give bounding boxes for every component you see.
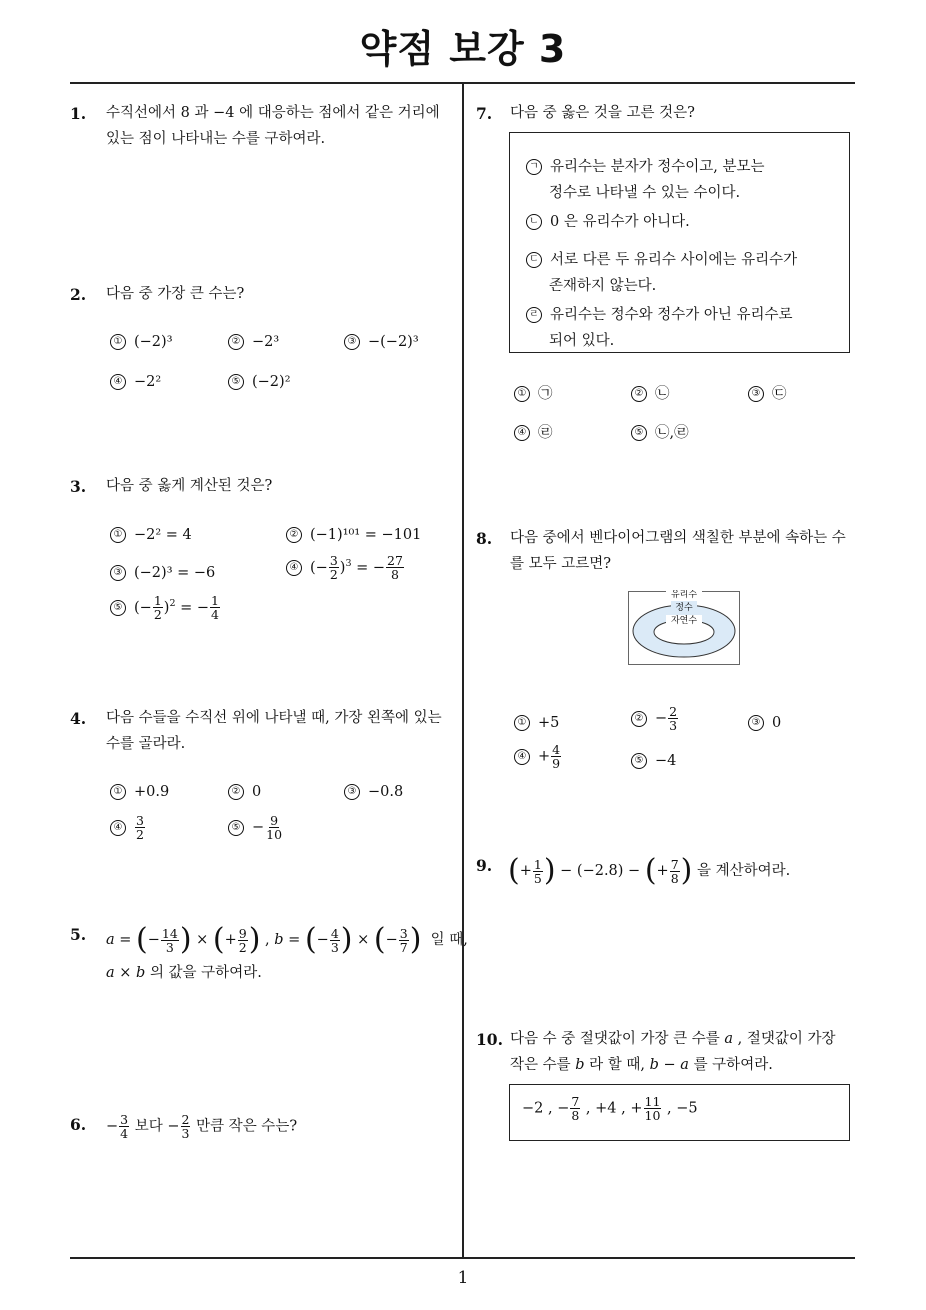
circled-number: ⑤ (228, 374, 244, 390)
circled-number: ① (110, 527, 126, 543)
q2-option-3[interactable] (344, 332, 419, 352)
option-value: ㉡,㉣ (655, 425, 689, 441)
fraction: $\frac{2}{3}$ (181, 1112, 190, 1141)
q8-option-5[interactable] (631, 751, 676, 771)
bottom-rule (70, 1257, 855, 1259)
hangul-circle-label: ㄴ (526, 214, 542, 230)
question-6-end: 만큼 작은 수는? (196, 1118, 298, 1135)
statement-2: ㄴ 0 은 유리수가 아니다. (526, 209, 690, 235)
venn-label-integer: 정수 (675, 603, 693, 613)
statement-4-cont: 되어 있다. (549, 333, 615, 349)
hangul-circle-label: ㄷ (526, 252, 542, 268)
fraction: $\frac{3}{4}$ (120, 1112, 129, 1141)
statement-3-cont: 존재하지 않는다. (549, 278, 657, 294)
question-8-line-2: 를 모두 고르면? (510, 556, 612, 572)
question-5-suffix: 일 때, (430, 932, 468, 948)
circled-number: ① (110, 334, 126, 350)
option-value: (−1)¹⁰¹ = −101 (310, 527, 422, 543)
circled-number: ③ (110, 565, 126, 581)
option-value: (−2)² (252, 374, 291, 390)
venn-diagram (628, 590, 740, 666)
fraction: $\frac{9}{10}$ (266, 813, 283, 842)
option-value: −0.8 (368, 784, 404, 800)
q4-option-3[interactable] (344, 782, 403, 802)
question-10-line-2: 작은 수를 b 라 할 때, b − a 를 구하여라. (510, 1057, 773, 1073)
q7-option-2[interactable] (631, 384, 670, 404)
circled-number: ② (228, 334, 244, 350)
question-1-line-2: 있는 점이 나타내는 수를 구하여라. (106, 131, 326, 147)
circled-number: ① (110, 784, 126, 800)
option-value: +0.9 (134, 784, 170, 800)
question-3-text: 다음 중 옳게 계산된 것은? (106, 478, 273, 494)
circled-number: ② (228, 784, 244, 800)
venn-label-natural: 자연수 (670, 616, 698, 626)
fraction: $\frac{3}{2}$ (329, 553, 338, 583)
q2-option-1[interactable] (110, 332, 173, 352)
circled-number: ④ (110, 374, 126, 390)
statement-1-cont: 정수로 나타낼 수 있는 수이다. (549, 185, 741, 201)
circled-number: ⑤ (631, 753, 647, 769)
statement-1: ㄱ 유리수는 분자가 정수이고, 분모는 (526, 154, 765, 180)
circled-number: ③ (748, 715, 764, 731)
q8-option-4[interactable]: ④ + $\frac{4}{9}$ (514, 743, 562, 770)
option-value: −4 (655, 753, 677, 769)
q7-option-4[interactable] (514, 423, 553, 443)
q3-option-3[interactable] (110, 563, 215, 583)
option-value: −2² = 4 (134, 527, 192, 543)
option-value: 0 (252, 784, 262, 800)
number-list: −2 , − $\frac{7}{8}$ , +4 , + $\frac{11}{10}$ , −5 (522, 1094, 698, 1123)
option-value: −2³ (252, 334, 280, 350)
question-number: 3. (70, 477, 87, 496)
question-4-line-2: 수를 골라라. (106, 736, 186, 752)
fraction: $\frac{14}{3}$ (161, 925, 178, 955)
q8-option-1[interactable] (514, 713, 559, 733)
question-number: 10. (476, 1030, 503, 1049)
circled-number: ⑤ (110, 600, 126, 616)
page-number: 1 (457, 1268, 469, 1288)
option-value: ㉢ (772, 386, 787, 402)
fraction: $\frac{3}{2}$ (136, 813, 144, 842)
circled-number: ④ (110, 820, 126, 836)
fraction: $\frac{7}{8}$ (670, 856, 679, 886)
q7-option-5[interactable] (631, 423, 689, 443)
question-5-line-2: a × b 의 값을 구하여라. (106, 965, 262, 981)
question-number: 2. (70, 285, 87, 304)
q8-option-2[interactable]: ② − $\frac{2}{3}$ (631, 705, 679, 732)
q2-option-2[interactable] (228, 332, 279, 352)
question-10-line-1: 다음 수 중 절댓값이 가장 큰 수를 a , 절댓값이 가장 (510, 1031, 836, 1047)
question-number: 8. (476, 529, 493, 548)
question-8-line-1: 다음 중에서 벤다이어그램의 색칠한 부분에 속하는 수 (510, 530, 846, 546)
option-value: −(−2)³ (368, 334, 419, 350)
fraction: $\frac{1}{2}$ (153, 593, 162, 623)
hangul-circle-label: ㄹ (526, 307, 542, 323)
fraction: $\frac{7}{8}$ (571, 1094, 580, 1123)
option-value: +5 (538, 715, 560, 731)
circled-number: ② (631, 711, 647, 727)
question-9-mid: − (−2.8) − (560, 863, 641, 879)
circled-number: ③ (748, 386, 764, 402)
fraction: $\frac{27}{8}$ (387, 553, 403, 583)
q2-option-5[interactable] (228, 372, 291, 392)
q7-option-1[interactable] (514, 384, 553, 404)
q4-option-4[interactable] (110, 814, 146, 841)
circled-number: ③ (344, 784, 360, 800)
circled-number: ③ (344, 334, 360, 350)
circled-number: ④ (514, 749, 530, 765)
circled-number: ⑤ (228, 820, 244, 836)
fraction: $\frac{2}{3}$ (669, 704, 678, 733)
fraction: $\frac{11}{10}$ (644, 1094, 661, 1123)
q2-option-4[interactable] (110, 372, 161, 392)
circled-number: ① (514, 386, 530, 402)
question-5-expression: a = (− $\frac{14}{3}$ ) × (+ $\frac{9}{2}$ ) , b = (− $\frac{4}{3}$ ) × (− $\frac{3}{7}$ ) 일 때, (106, 922, 468, 957)
question-number: 6. (70, 1115, 87, 1134)
question-number: 4. (70, 709, 87, 728)
question-number: 7. (476, 104, 493, 123)
q7-option-3[interactable] (748, 384, 787, 404)
fraction: $\frac{9}{2}$ (238, 925, 247, 955)
option-value: ㉣ (538, 425, 553, 441)
question-number: 9. (476, 856, 493, 875)
circled-number: ① (514, 715, 530, 731)
q8-option-3[interactable] (748, 713, 781, 733)
q3-option-2[interactable] (286, 525, 421, 545)
question-1-line-1: 수직선에서 8 과 −4 에 대응하는 점에서 같은 거리에 (106, 105, 440, 121)
statement-4: ㄹ 유리수는 정수와 정수가 아닌 유리수로 (526, 302, 793, 328)
venn-label-rational: 유리수 (670, 590, 698, 600)
circled-number: ④ (286, 560, 302, 576)
q3-option-5[interactable]: ⑤ (− $\frac{1}{2}$ )$^2$ = − $\frac{1}{4}$ (110, 594, 221, 621)
circled-number: ④ (514, 425, 530, 441)
q4-option-5[interactable]: ⑤ − $\frac{9}{10}$ (228, 814, 284, 841)
question-number: 1. (70, 104, 87, 123)
fraction: $\frac{1}{5}$ (533, 856, 542, 886)
question-number: 5. (70, 925, 87, 944)
q3-option-4[interactable]: ④ (− $\frac{3}{2}$ )$^3$ = − $\frac{27}{8}$ (286, 554, 405, 581)
question-9-end: 을 계산하여라. (696, 863, 791, 879)
circled-number: ② (631, 386, 647, 402)
hangul-circle-label: ㄱ (526, 159, 542, 175)
option-value: −2² (134, 374, 162, 390)
circled-number: ② (286, 527, 302, 543)
option-value: ㉠ (538, 386, 553, 402)
statement-3: ㄷ 서로 다른 두 유리수 사이에는 유리수가 (526, 247, 797, 273)
fraction: $\frac{3}{7}$ (399, 925, 408, 955)
question-7-text: 다음 중 옳은 것을 고른 것은? (510, 105, 695, 121)
question-2-text: 다음 중 가장 큰 수는? (106, 286, 245, 302)
question-9-expression: (+ $\frac{1}{5}$ ) − (−2.8) − (+ $\frac{7}{8}$ ) 을 계산하여라. (508, 853, 791, 888)
q4-option-1[interactable] (110, 782, 169, 802)
option-value: ㉡ (655, 386, 670, 402)
circled-number: ⑤ (631, 425, 647, 441)
option-value: (−2)³ = −6 (134, 565, 216, 581)
option-value: (−2)³ (134, 334, 173, 350)
fraction: $\frac{4}{3}$ (330, 925, 339, 955)
q3-option-1[interactable] (110, 525, 192, 545)
question-6-expression: − $\frac{3}{4}$ 보다 − $\frac{2}{3}$ 만큼 작은 수는? (106, 1112, 298, 1141)
column-divider (462, 83, 464, 1258)
fraction: $\frac{1}{4}$ (211, 593, 219, 623)
page-title: 약점 보강 3 (359, 27, 567, 71)
q4-option-2[interactable] (228, 782, 261, 802)
question-6-mid: 보다 (134, 1118, 163, 1135)
question-4-line-1: 다음 수들을 수직선 위에 나타낼 때, 가장 왼쪽에 있는 (106, 710, 442, 726)
option-value: 0 (772, 715, 782, 731)
fraction: $\frac{4}{9}$ (552, 742, 561, 771)
